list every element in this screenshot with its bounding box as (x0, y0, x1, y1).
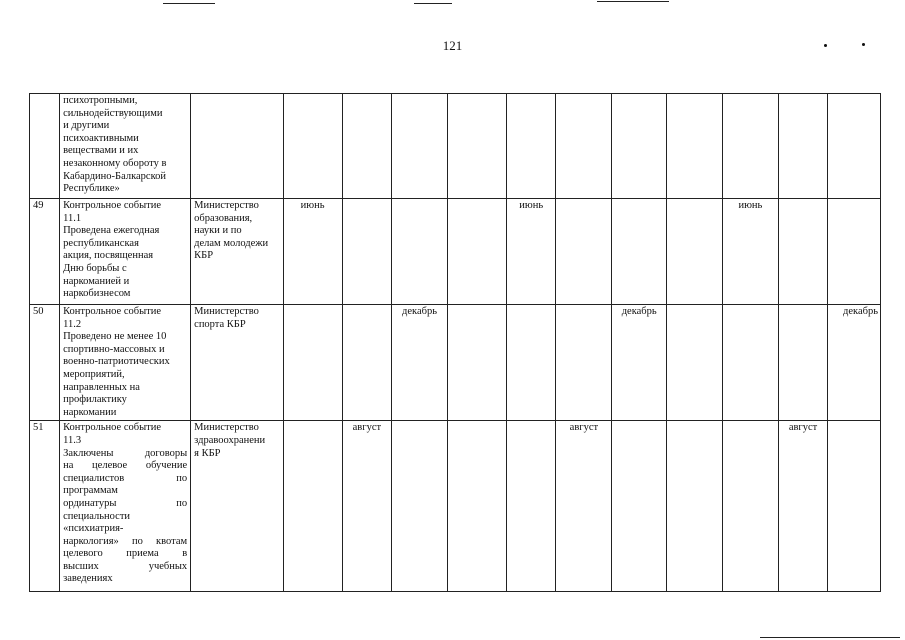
period-cell: декабрь (612, 305, 667, 421)
event-text-line: мероприятий, (63, 368, 125, 380)
period-cell (612, 421, 667, 592)
period-cell (556, 305, 612, 421)
table-row (30, 305, 881, 421)
period-cell (392, 421, 448, 592)
event-text-line: целевого приема в (63, 548, 188, 560)
table-row (30, 94, 881, 199)
executor-text-line: здравоохранени (194, 434, 266, 446)
executor-text-line: Министерство (194, 422, 259, 434)
period-cell (722, 421, 778, 592)
event-text-line: заведениях (63, 573, 113, 585)
event-text-line: спортивно-массовых и (63, 343, 165, 355)
period-cell (283, 305, 342, 421)
period-cell (392, 199, 448, 305)
event-text-line: специальности (63, 510, 131, 522)
event-text-line: психоактивными (63, 132, 139, 144)
event-text-line: веществами и их (63, 145, 139, 157)
period-cell (722, 305, 778, 421)
row-number (30, 94, 60, 199)
period-cell (778, 305, 827, 421)
event-text-line: Контрольное событие (63, 200, 161, 211)
period-cell (667, 94, 723, 199)
event-text-line: Республике» (63, 183, 120, 195)
period-cell: июнь (283, 199, 342, 305)
period-cell (283, 421, 342, 592)
event-text-line: направленных на (63, 381, 140, 393)
executor (191, 421, 283, 592)
period-cell (342, 305, 391, 421)
event-text-line: акция, посвященная (63, 250, 154, 262)
period-cell (828, 199, 881, 305)
executor-text-line: науки и по (194, 225, 242, 237)
period-cell: июнь (507, 199, 556, 305)
period-cell (507, 305, 556, 421)
event-text-line: наркомании (63, 406, 117, 418)
period-cell (283, 94, 342, 199)
event-text-line: 11.3 (63, 434, 82, 446)
period-cell: август (556, 421, 612, 592)
row-number: 51 (30, 421, 60, 592)
period-cell: декабрь (828, 305, 881, 421)
event-text-line: Кабардино-Балкарской (63, 170, 167, 182)
period-cell (392, 94, 448, 199)
event-text-line: сильнодействующими (63, 107, 163, 119)
period-cell: декабрь (392, 305, 448, 421)
executor-text-line: Министерство (194, 200, 259, 211)
event-text-line: 11.1 (63, 212, 82, 224)
event-text-line: профилактику (63, 394, 127, 406)
period-cell: июнь (722, 199, 778, 305)
scan-mark (760, 637, 900, 638)
event-description (60, 199, 191, 305)
table-row (30, 421, 881, 592)
period-cell (722, 94, 778, 199)
table-row (30, 199, 881, 305)
event-text-line: Заключены договоры (63, 447, 188, 459)
executor (191, 94, 283, 199)
row-number: 50 (30, 305, 60, 421)
event-text-line: Дню борьбы с (63, 262, 127, 274)
period-cell (342, 94, 391, 199)
event-text-line: на целевое обучение (63, 460, 188, 472)
event-text-line: «психиатрия- (63, 523, 124, 535)
period-cell (556, 94, 612, 199)
event-text-line: программам (63, 485, 118, 497)
event-text-line: Контрольное событие (63, 306, 161, 317)
event-text-line: специалистов по (63, 472, 188, 484)
period-cell (447, 199, 506, 305)
period-cell (667, 199, 723, 305)
event-description (60, 94, 191, 199)
period-cell: август (778, 421, 827, 592)
executor-text-line: спорта КБР (194, 318, 246, 330)
event-text-line: наркоманией и (63, 275, 130, 287)
event-description (60, 421, 191, 592)
period-cell (507, 421, 556, 592)
scan-mark (597, 1, 669, 2)
period-cell (507, 94, 556, 199)
period-cell (612, 94, 667, 199)
event-description (60, 305, 191, 421)
period-cell (556, 199, 612, 305)
executor-text-line: делам молодежи (194, 237, 269, 249)
period-cell (667, 421, 723, 592)
event-text-line: 11.2 (63, 318, 82, 330)
event-text-line: военно-патриотических (63, 356, 170, 368)
event-text-line: незаконному обороту в (63, 157, 167, 169)
event-text-line: наркобизнесом (63, 288, 131, 300)
period-cell (828, 421, 881, 592)
executor (191, 199, 283, 305)
event-text-line: Проведена ежегодная (63, 225, 160, 237)
event-text-line: Контрольное событие (63, 422, 161, 434)
period-cell (828, 94, 881, 199)
scan-mark (414, 3, 452, 4)
row-number: 49 (30, 199, 60, 305)
page-number: 121 (442, 38, 463, 53)
scan-mark (163, 3, 215, 4)
event-text-line: наркология» по квотам (63, 535, 188, 547)
period-cell (447, 305, 506, 421)
period-cell (667, 305, 723, 421)
schedule-table (29, 93, 881, 592)
period-cell (342, 199, 391, 305)
executor-text-line: Министерство (194, 306, 259, 317)
executor-text-line: я КБР (194, 447, 221, 459)
period-cell (778, 199, 827, 305)
event-text-line: и другими (63, 120, 110, 132)
event-text-line: Проведено не менее 10 (63, 331, 167, 343)
event-text-line: высших учебных (63, 560, 188, 572)
period-cell (612, 199, 667, 305)
event-text-line: республиканская (63, 237, 139, 249)
period-cell (778, 94, 827, 199)
period-cell (447, 421, 506, 592)
period-cell: август (342, 421, 391, 592)
period-cell (447, 94, 506, 199)
executor (191, 305, 283, 421)
event-text-line: психотропными, (63, 95, 138, 106)
executor-text-line: КБР (194, 250, 214, 262)
event-text-line: ординатуры по (63, 497, 188, 509)
executor-text-line: образования, (194, 212, 253, 224)
